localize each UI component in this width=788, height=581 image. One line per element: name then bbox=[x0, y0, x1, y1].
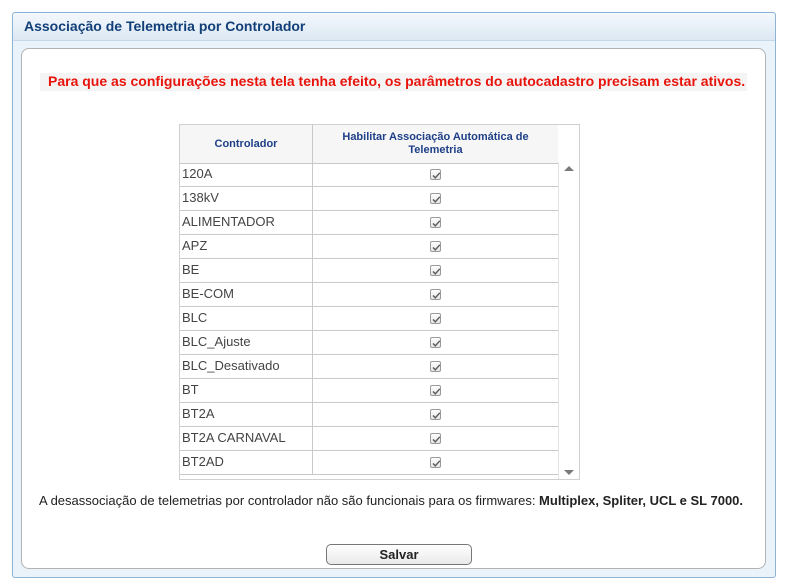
table-row bbox=[180, 163, 558, 187]
controller-name: BT2A CARNAVAL bbox=[180, 427, 313, 450]
controller-name: 138kV bbox=[180, 187, 313, 210]
controller-name: BLC bbox=[180, 307, 313, 330]
grid-scrollbar[interactable] bbox=[558, 162, 579, 479]
scroll-down-arrow-icon[interactable] bbox=[564, 470, 574, 475]
enable-association-checkbox[interactable] bbox=[430, 313, 441, 324]
enable-association-checkbox[interactable] bbox=[430, 241, 441, 252]
telemetry-association-window bbox=[12, 12, 776, 578]
enable-cell bbox=[313, 259, 558, 282]
enable-cell bbox=[313, 187, 558, 210]
firmware-note-text: A desassociação de telemetrias por controlador não são funcionais para os firmwares: bbox=[39, 493, 540, 508]
enable-association-checkbox[interactable] bbox=[430, 433, 441, 444]
enable-cell bbox=[313, 307, 558, 330]
window-title: Associação de Telemetria por Controlador bbox=[13, 13, 775, 41]
table-row bbox=[180, 427, 558, 451]
enable-cell bbox=[313, 427, 558, 450]
controller-name: BT2AD bbox=[180, 451, 313, 474]
enable-association-checkbox[interactable] bbox=[430, 193, 441, 204]
controller-name: APZ bbox=[180, 235, 313, 258]
enable-association-checkbox[interactable] bbox=[430, 361, 441, 372]
enable-association-checkbox[interactable] bbox=[430, 337, 441, 348]
enable-cell bbox=[313, 235, 558, 258]
enable-cell bbox=[313, 355, 558, 378]
enable-cell bbox=[313, 283, 558, 306]
enable-cell bbox=[313, 163, 558, 186]
table-row bbox=[180, 331, 558, 355]
table-row bbox=[180, 235, 558, 259]
enable-cell bbox=[313, 403, 558, 426]
enable-association-checkbox[interactable] bbox=[430, 289, 441, 300]
table-row bbox=[180, 259, 558, 283]
warning-message: Para que as configurações nesta tela tenha efeito, os parâmetros do autocadastro precisam estar ativos. bbox=[40, 73, 747, 91]
firmware-note-list: Multiplex, Spliter, UCL e SL 7000. bbox=[539, 493, 744, 508]
controller-name: BLC_Desativado bbox=[180, 355, 313, 378]
enable-cell bbox=[313, 331, 558, 354]
table-row bbox=[180, 187, 558, 211]
table-row bbox=[180, 403, 558, 427]
controller-name: BT2A bbox=[180, 403, 313, 426]
controller-name: BLC_Ajuste bbox=[180, 331, 313, 354]
table-row bbox=[180, 283, 558, 307]
enable-association-checkbox[interactable] bbox=[430, 385, 441, 396]
enable-cell bbox=[313, 451, 558, 474]
table-row bbox=[180, 307, 558, 331]
scroll-up-arrow-icon[interactable] bbox=[564, 166, 574, 171]
column-header-controller[interactable]: Controlador bbox=[180, 125, 313, 163]
content-panel bbox=[21, 48, 766, 569]
table-row bbox=[180, 355, 558, 379]
table-row bbox=[180, 211, 558, 235]
table-row bbox=[180, 451, 558, 475]
controller-name: BT bbox=[180, 379, 313, 402]
controller-name: 120A bbox=[180, 163, 313, 186]
grid-rows bbox=[180, 163, 558, 475]
enable-cell bbox=[313, 211, 558, 234]
controller-name: BE-COM bbox=[180, 283, 313, 306]
controller-name: ALIMENTADOR bbox=[180, 211, 313, 234]
table-row bbox=[180, 379, 558, 403]
controller-name: BE bbox=[180, 259, 313, 282]
save-button[interactable]: Salvar bbox=[326, 544, 472, 565]
enable-association-checkbox[interactable] bbox=[430, 265, 441, 276]
enable-cell bbox=[313, 379, 558, 402]
firmware-note bbox=[39, 493, 754, 509]
column-header-enable-association[interactable]: Habilitar Associação Automática de Telemetria bbox=[342, 131, 529, 156]
enable-association-checkbox[interactable] bbox=[430, 217, 441, 228]
enable-association-checkbox[interactable] bbox=[430, 409, 441, 420]
enable-association-checkbox[interactable] bbox=[430, 457, 441, 468]
enable-association-checkbox[interactable] bbox=[430, 169, 441, 180]
grid-header bbox=[180, 125, 558, 164]
controller-grid bbox=[179, 124, 580, 480]
